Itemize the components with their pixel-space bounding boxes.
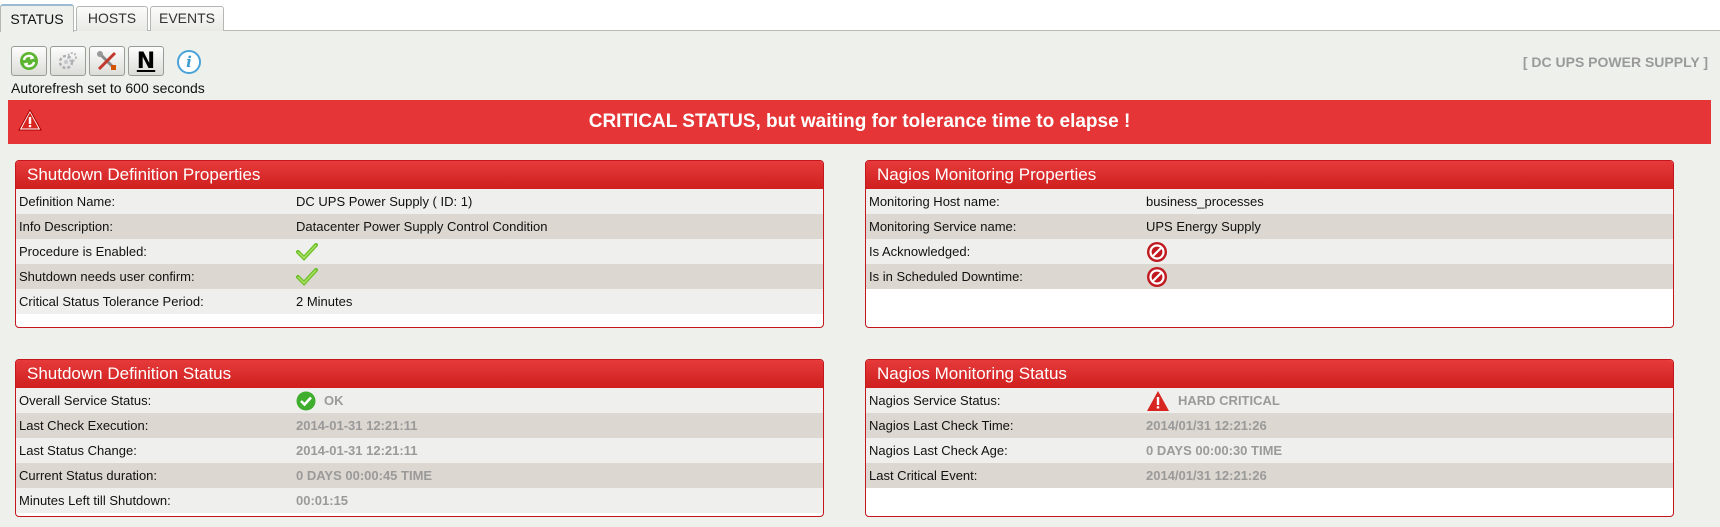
row-label: Is in Scheduled Downtime: <box>869 269 1023 284</box>
row-value: 2014/01/31 12:21:26 <box>1146 418 1267 433</box>
table-row <box>866 388 1673 413</box>
row-label: Critical Status Tolerance Period: <box>19 294 204 309</box>
row-value: HARD CRITICAL <box>1178 393 1280 408</box>
row-label: Monitoring Host name: <box>869 194 1000 209</box>
nagios-button[interactable] <box>128 46 164 76</box>
no-icon <box>1146 266 1168 288</box>
row-value: 2014/01/31 12:21:26 <box>1146 468 1267 483</box>
table-row <box>16 264 823 289</box>
row-label: Nagios Last Check Time: <box>869 418 1014 433</box>
row-value: 0 DAYS 00:00:30 TIME <box>1146 443 1283 458</box>
check-icon <box>296 268 318 286</box>
panel-title: Nagios Monitoring Status <box>866 360 1673 388</box>
row-value: business_processes <box>1146 194 1264 209</box>
table-row <box>16 289 823 314</box>
panel-title: Shutdown Definition Properties <box>16 161 823 189</box>
row-label: Is Acknowledged: <box>869 244 971 259</box>
row-label: Nagios Last Check Age: <box>869 443 1008 458</box>
row-value: 2014-01-31 12:21:11 <box>296 418 418 433</box>
table-row <box>866 189 1673 214</box>
tab-bar <box>0 0 1720 31</box>
row-value: DC UPS Power Supply ( ID: 1) <box>296 194 473 209</box>
row-label: Monitoring Service name: <box>869 219 1017 234</box>
autorefresh-text: Autorefresh set to 600 seconds <box>11 80 205 96</box>
check-icon <box>296 243 318 261</box>
tab-status[interactable]: STATUS <box>0 4 74 32</box>
table-row <box>16 488 823 513</box>
info-icon[interactable]: i <box>177 50 201 74</box>
table-row <box>866 264 1673 289</box>
panel-title: Shutdown Definition Status <box>16 360 823 388</box>
tools-icon <box>95 49 119 73</box>
row-value: UPS Energy Supply <box>1146 219 1261 234</box>
row-label: Last Status Change: <box>19 443 137 458</box>
row-value: 2014-01-31 12:21:11 <box>296 443 418 458</box>
settings-button[interactable] <box>50 46 86 76</box>
settings-icon <box>57 50 79 72</box>
nagios-properties-panel <box>865 160 1674 328</box>
refresh-icon <box>18 50 40 72</box>
tab-hosts[interactable]: HOSTS <box>76 6 148 31</box>
table-row <box>866 463 1673 488</box>
nagios-icon: N <box>136 48 156 74</box>
row-value: 0 DAYS 00:00:45 TIME <box>296 468 433 483</box>
row-value: 00:01:15 <box>296 493 349 508</box>
row-label: Last Check Execution: <box>19 418 149 433</box>
table-row <box>16 463 823 488</box>
row-label: Minutes Left till Shutdown: <box>19 493 171 508</box>
row-label: Definition Name: <box>19 194 116 209</box>
table-row <box>866 214 1673 239</box>
row-label: Overall Service Status: <box>19 393 152 408</box>
tab-events[interactable]: EVENTS <box>150 6 224 31</box>
table-row <box>16 214 823 239</box>
ok-icon <box>296 391 316 411</box>
table-row <box>866 413 1673 438</box>
refresh-button[interactable] <box>11 46 47 76</box>
row-label: Current Status duration: <box>19 468 158 483</box>
banner-text: CRITICAL STATUS, but waiting for tolerance time to elapse ! <box>588 111 1131 132</box>
table-row <box>16 189 823 214</box>
no-icon <box>1146 241 1168 263</box>
row-value: OK <box>324 393 344 408</box>
table-row <box>16 438 823 463</box>
shutdown-properties-panel <box>15 160 824 328</box>
row-label: Shutdown needs user confirm: <box>19 269 195 284</box>
table-row <box>866 438 1673 463</box>
tools-button[interactable] <box>89 46 125 76</box>
table-row <box>16 413 823 438</box>
row-label: Info Description: <box>19 219 113 234</box>
table-row <box>16 239 823 264</box>
row-value: Datacenter Power Supply Control Condition <box>296 219 548 234</box>
critical-banner <box>8 100 1711 144</box>
shutdown-status-panel <box>15 359 824 517</box>
nagios-status-panel <box>865 359 1674 517</box>
table-row <box>866 239 1673 264</box>
definition-title: [ DC UPS POWER SUPPLY ] <box>1522 54 1708 70</box>
warning-icon <box>1146 390 1170 412</box>
panel-title: Nagios Monitoring Properties <box>866 161 1673 189</box>
row-value: 2 Minutes <box>296 294 353 309</box>
row-label: Last Critical Event: <box>869 468 978 483</box>
table-row <box>16 388 823 413</box>
row-label: Procedure is Enabled: <box>19 244 147 259</box>
row-label: Nagios Service Status: <box>869 393 1001 408</box>
warning-icon <box>18 109 42 131</box>
